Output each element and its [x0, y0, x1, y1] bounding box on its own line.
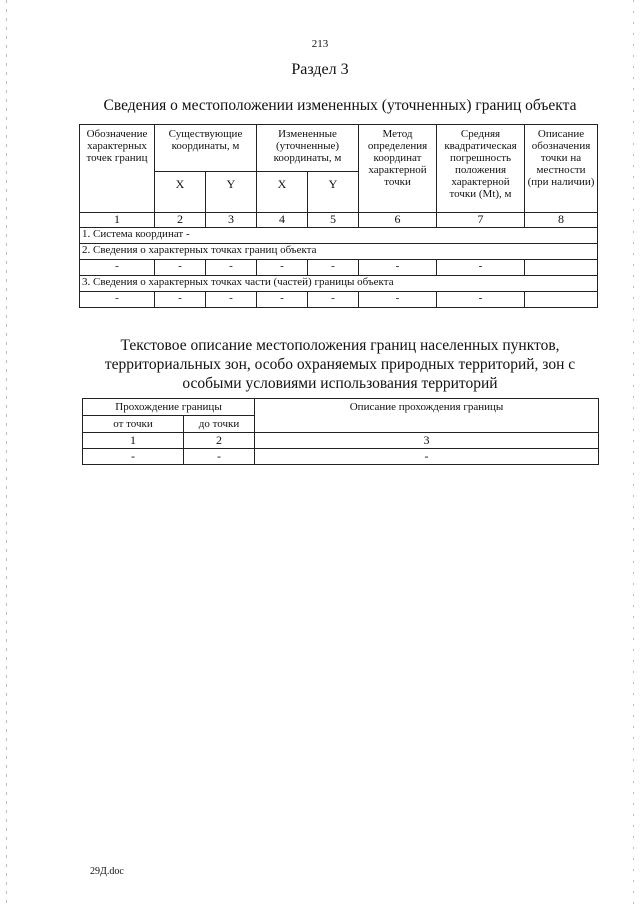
table-cell: -: [308, 292, 359, 308]
header-accuracy: Средняя квадратическая погрешность положения характерной точки (Mt), м: [437, 125, 525, 213]
column-number-5: 5: [308, 213, 359, 228]
scan-edge-right: [633, 0, 634, 905]
column-number-8: 8: [525, 213, 598, 228]
column-number-3: 3: [255, 433, 599, 449]
column-number-7: 7: [437, 213, 525, 228]
table-cell: -: [359, 292, 437, 308]
table-cell: [525, 260, 598, 276]
header-changed-y: Y: [308, 172, 359, 213]
header-passage-description: Описание прохождения границы: [255, 399, 599, 433]
page-number: 213: [311, 38, 329, 50]
table1-title: Сведения о местоположении измененных (уточненных) границ объекта: [103, 97, 577, 114]
table-cell: -: [206, 260, 257, 276]
boundary-points-section-row: 2. Сведения о характерных точках границ объекта: [80, 244, 598, 260]
table-cell: -: [437, 260, 525, 276]
column-number-2: 2: [155, 213, 206, 228]
column-number-6: 6: [359, 213, 437, 228]
footer-filename: 29Д.doc: [90, 866, 124, 877]
table-cell: -: [155, 292, 206, 308]
table-cell: -: [308, 260, 359, 276]
column-number-4: 4: [257, 213, 308, 228]
header-method: Метод определения координат характерной точки: [359, 125, 437, 213]
table-cell: -: [83, 449, 184, 465]
table-cell: -: [184, 449, 255, 465]
header-changed-coordinates: Измененные (уточненные) координаты, м: [257, 125, 359, 172]
header-point-designation: Обозначение характерных точек границ: [80, 125, 155, 213]
table-cell: -: [257, 260, 308, 276]
scan-edge-left: [6, 0, 7, 905]
column-number-2: 2: [184, 433, 255, 449]
column-number-3: 3: [206, 213, 257, 228]
boundary-coordinates-table: [79, 124, 598, 308]
header-boundary-passage: Прохождение границы: [83, 399, 255, 416]
header-description: Описание обозначения точки на местности (при наличии): [525, 125, 598, 213]
table-cell: -: [155, 260, 206, 276]
table-cell: -: [80, 292, 155, 308]
header-existing-x: X: [155, 172, 206, 213]
boundary-passage-table: [82, 398, 599, 465]
header-existing-y: Y: [206, 172, 257, 213]
column-number-1: 1: [83, 433, 184, 449]
table-cell: -: [206, 292, 257, 308]
text-description-title: Текстовое описание местоположения границ населенных пунктов, территориальных зон, особо охраняемых природных территорий, зон с особыми условиями использования территорий: [104, 337, 576, 392]
coordinate-system-row: 1. Система координат -: [80, 228, 598, 244]
header-changed-x: X: [257, 172, 308, 213]
part-boundary-points-section-row: 3. Сведения о характерных точках части (частей) границы объекта: [80, 276, 598, 292]
table-cell: -: [80, 260, 155, 276]
column-number-1: 1: [80, 213, 155, 228]
header-from-point: от точки: [83, 416, 184, 433]
header-to-point: до точки: [184, 416, 255, 433]
table-cell: [525, 292, 598, 308]
section-title: Раздел 3: [291, 61, 349, 78]
table-cell: -: [255, 449, 599, 465]
table-cell: -: [437, 292, 525, 308]
table-cell: -: [257, 292, 308, 308]
table-cell: -: [359, 260, 437, 276]
header-existing-coordinates: Существующие координаты, м: [155, 125, 257, 172]
